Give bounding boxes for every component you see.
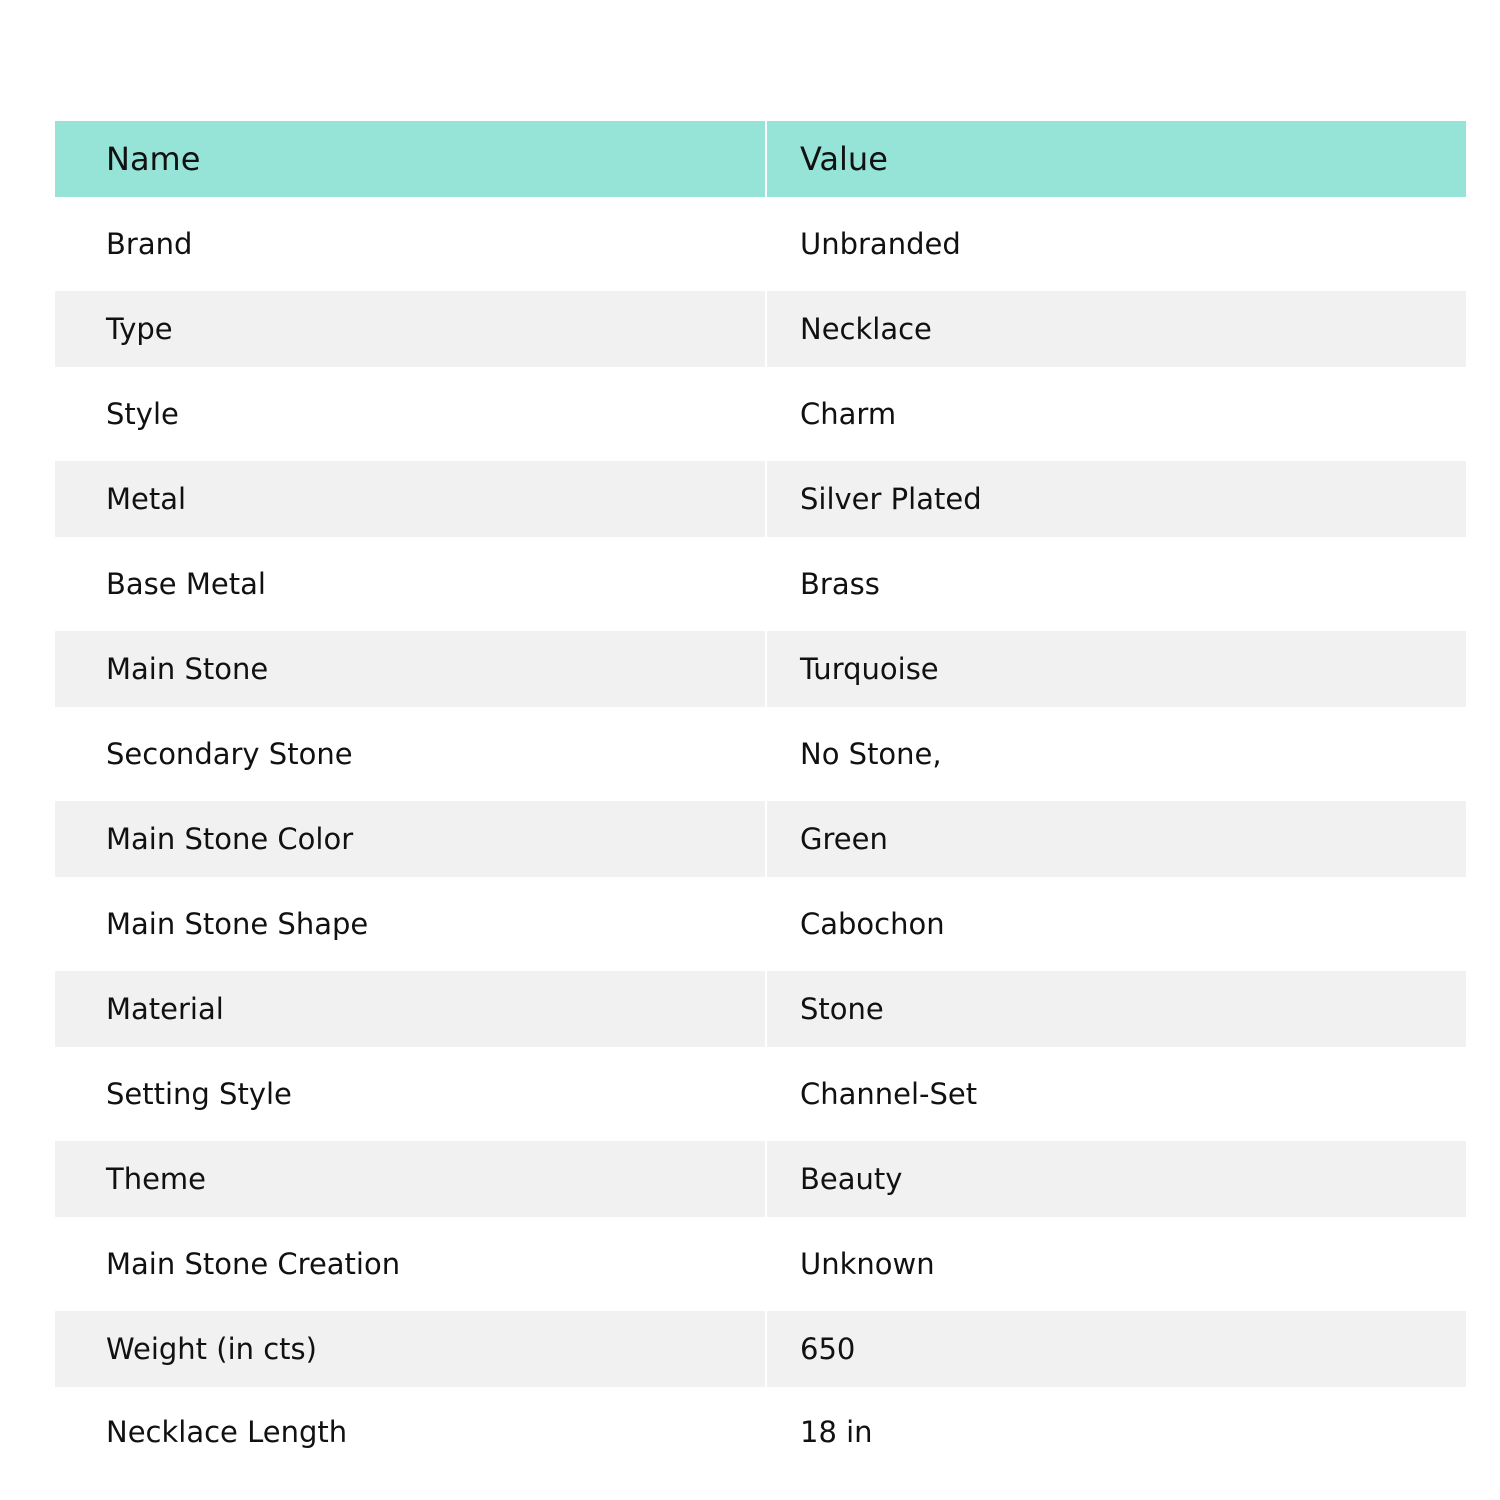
table-row xyxy=(55,197,1466,291)
attribute-name-cell: Secondary Stone xyxy=(55,707,766,801)
table-row xyxy=(55,1387,1466,1476)
attribute-value-cell: Beauty xyxy=(766,1141,1466,1217)
table-header xyxy=(55,121,1466,197)
table-row xyxy=(55,1047,1466,1141)
table-row xyxy=(55,461,1466,537)
attribute-name-cell: Main Stone Shape xyxy=(55,877,766,971)
attribute-value-cell: Necklace xyxy=(766,291,1466,367)
attribute-value-cell: Turquoise xyxy=(766,631,1466,707)
name-column-header: Name xyxy=(55,121,766,197)
table-body xyxy=(55,197,1466,1476)
table-header-row xyxy=(55,121,1466,197)
attribute-name-cell: Base Metal xyxy=(55,537,766,631)
attribute-value-cell: Brass xyxy=(800,567,880,601)
attribute-value-cell: No Stone, xyxy=(800,737,942,771)
attribute-name-cell: Theme xyxy=(55,1141,766,1217)
attribute-name-cell: Main Stone Creation xyxy=(55,1217,766,1311)
attribute-value-cell: Green xyxy=(766,801,1466,877)
attribute-value-cell: Stone xyxy=(766,971,1466,1047)
value-column-header: Value xyxy=(766,121,1466,197)
table-row xyxy=(55,291,1466,367)
table-row xyxy=(55,801,1466,877)
attribute-value-cell: Silver Plated xyxy=(766,461,1466,537)
table-row xyxy=(55,707,1466,801)
table-row xyxy=(55,1141,1466,1217)
attribute-value-cell: Unknown xyxy=(800,1247,935,1281)
table-row xyxy=(55,631,1466,707)
attribute-value-cell: Cabochon xyxy=(800,907,945,941)
table-row xyxy=(55,971,1466,1047)
attribute-name-cell: Setting Style xyxy=(55,1047,766,1141)
table-row xyxy=(55,367,1466,461)
attribute-name-cell: Style xyxy=(55,367,766,461)
attribute-name-cell: Weight (in cts) xyxy=(55,1311,766,1387)
table-row xyxy=(55,1311,1466,1387)
table-row xyxy=(55,877,1466,971)
attribute-name-cell: Material xyxy=(55,971,766,1047)
attribute-name-cell: Type xyxy=(55,291,766,367)
attribute-value-cell: Unbranded xyxy=(800,227,961,261)
attribute-name-cell: Main Stone xyxy=(55,631,766,707)
table-row xyxy=(55,537,1466,631)
attribute-value-cell: Charm xyxy=(800,397,897,431)
attribute-value-cell: Channel-Set xyxy=(800,1077,978,1111)
specifications-table xyxy=(55,121,1466,1476)
attribute-name-cell: Metal xyxy=(55,461,766,537)
attribute-name-cell: Necklace Length xyxy=(55,1387,766,1476)
attribute-value-cell: 650 xyxy=(766,1311,1466,1387)
table-row xyxy=(55,1217,1466,1311)
attribute-name-cell: Main Stone Color xyxy=(55,801,766,877)
attribute-name-cell: Brand xyxy=(55,197,766,291)
attribute-value-cell: 18 in xyxy=(800,1414,873,1449)
